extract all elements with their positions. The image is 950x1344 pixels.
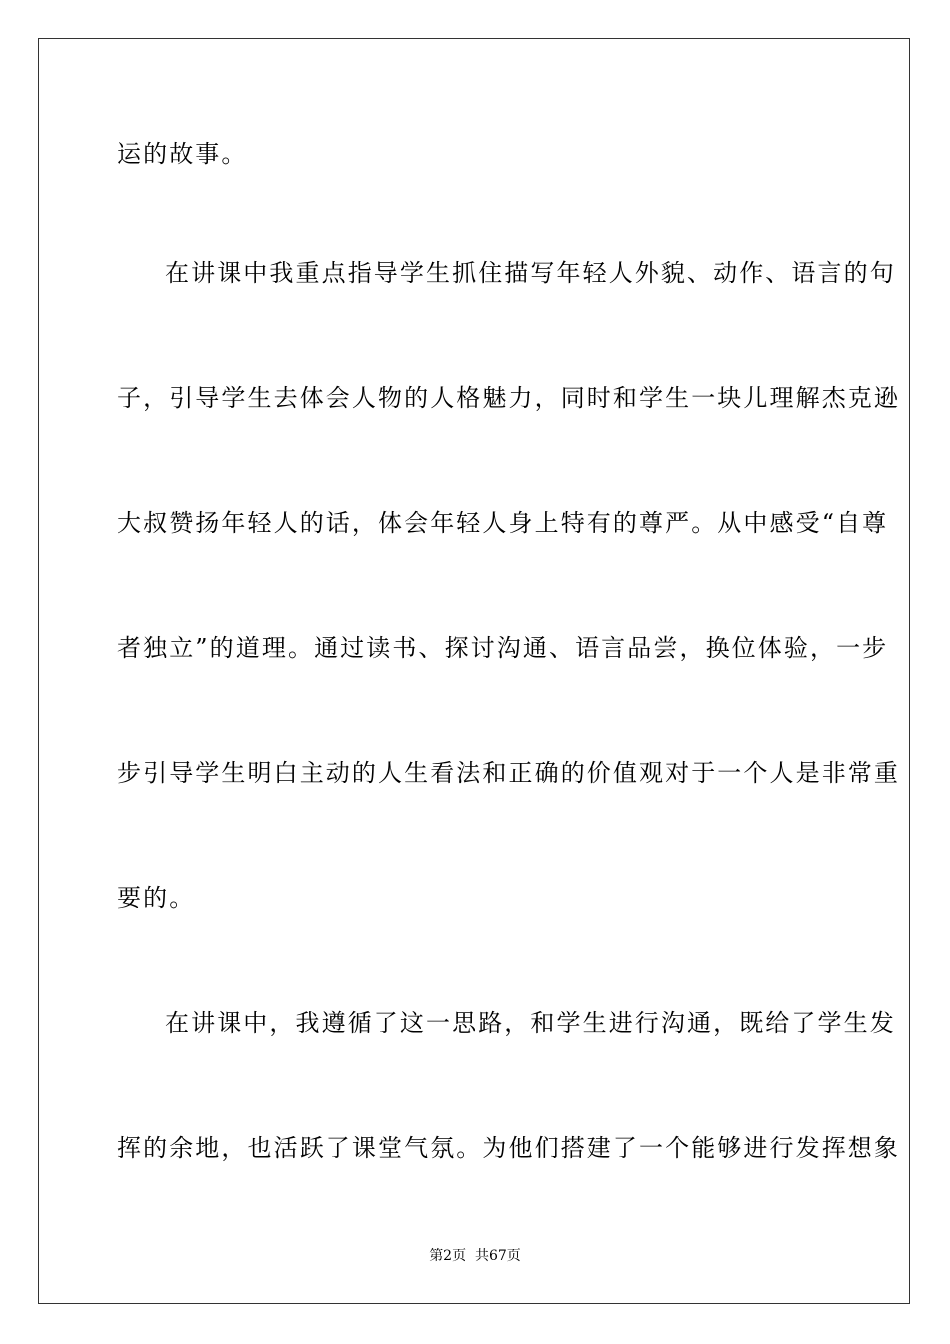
- paragraph-line-2: 在讲课中我重点指导学生抓住描写年轻人外貌、动作、语言的句: [165, 259, 896, 287]
- page-border: [38, 38, 910, 1304]
- paragraph-line-3: 子，引导学生去体会人物的人格魅力，同时和学生一块儿理解杰克逊: [117, 384, 900, 412]
- paragraph-line-5: 者独立”的道理。通过读书、探讨沟通、语言品尝，换位体验，一步: [117, 634, 889, 662]
- paragraph-line-6: 步引导学生明白主动的人生看法和正确的价值观对于一个人是非常重: [117, 759, 900, 787]
- paragraph-line-8: 在讲课中，我遵循了这一思路，和学生进行沟通，既给了学生发: [165, 1009, 896, 1037]
- page-number-footer: 第2页 共67页: [429, 1248, 521, 1264]
- paragraph-line-9: 挥的余地，也活跃了课堂气氛。为他们搭建了一个能够进行发挥想象: [117, 1134, 900, 1162]
- paragraph-line-7: 要的。: [117, 884, 196, 912]
- paragraph-line-4: 大叔赞扬年轻人的话，体会年轻人身上特有的尊严。从中感受“自尊: [117, 509, 889, 537]
- paragraph-line-1: 运的故事。: [117, 140, 248, 168]
